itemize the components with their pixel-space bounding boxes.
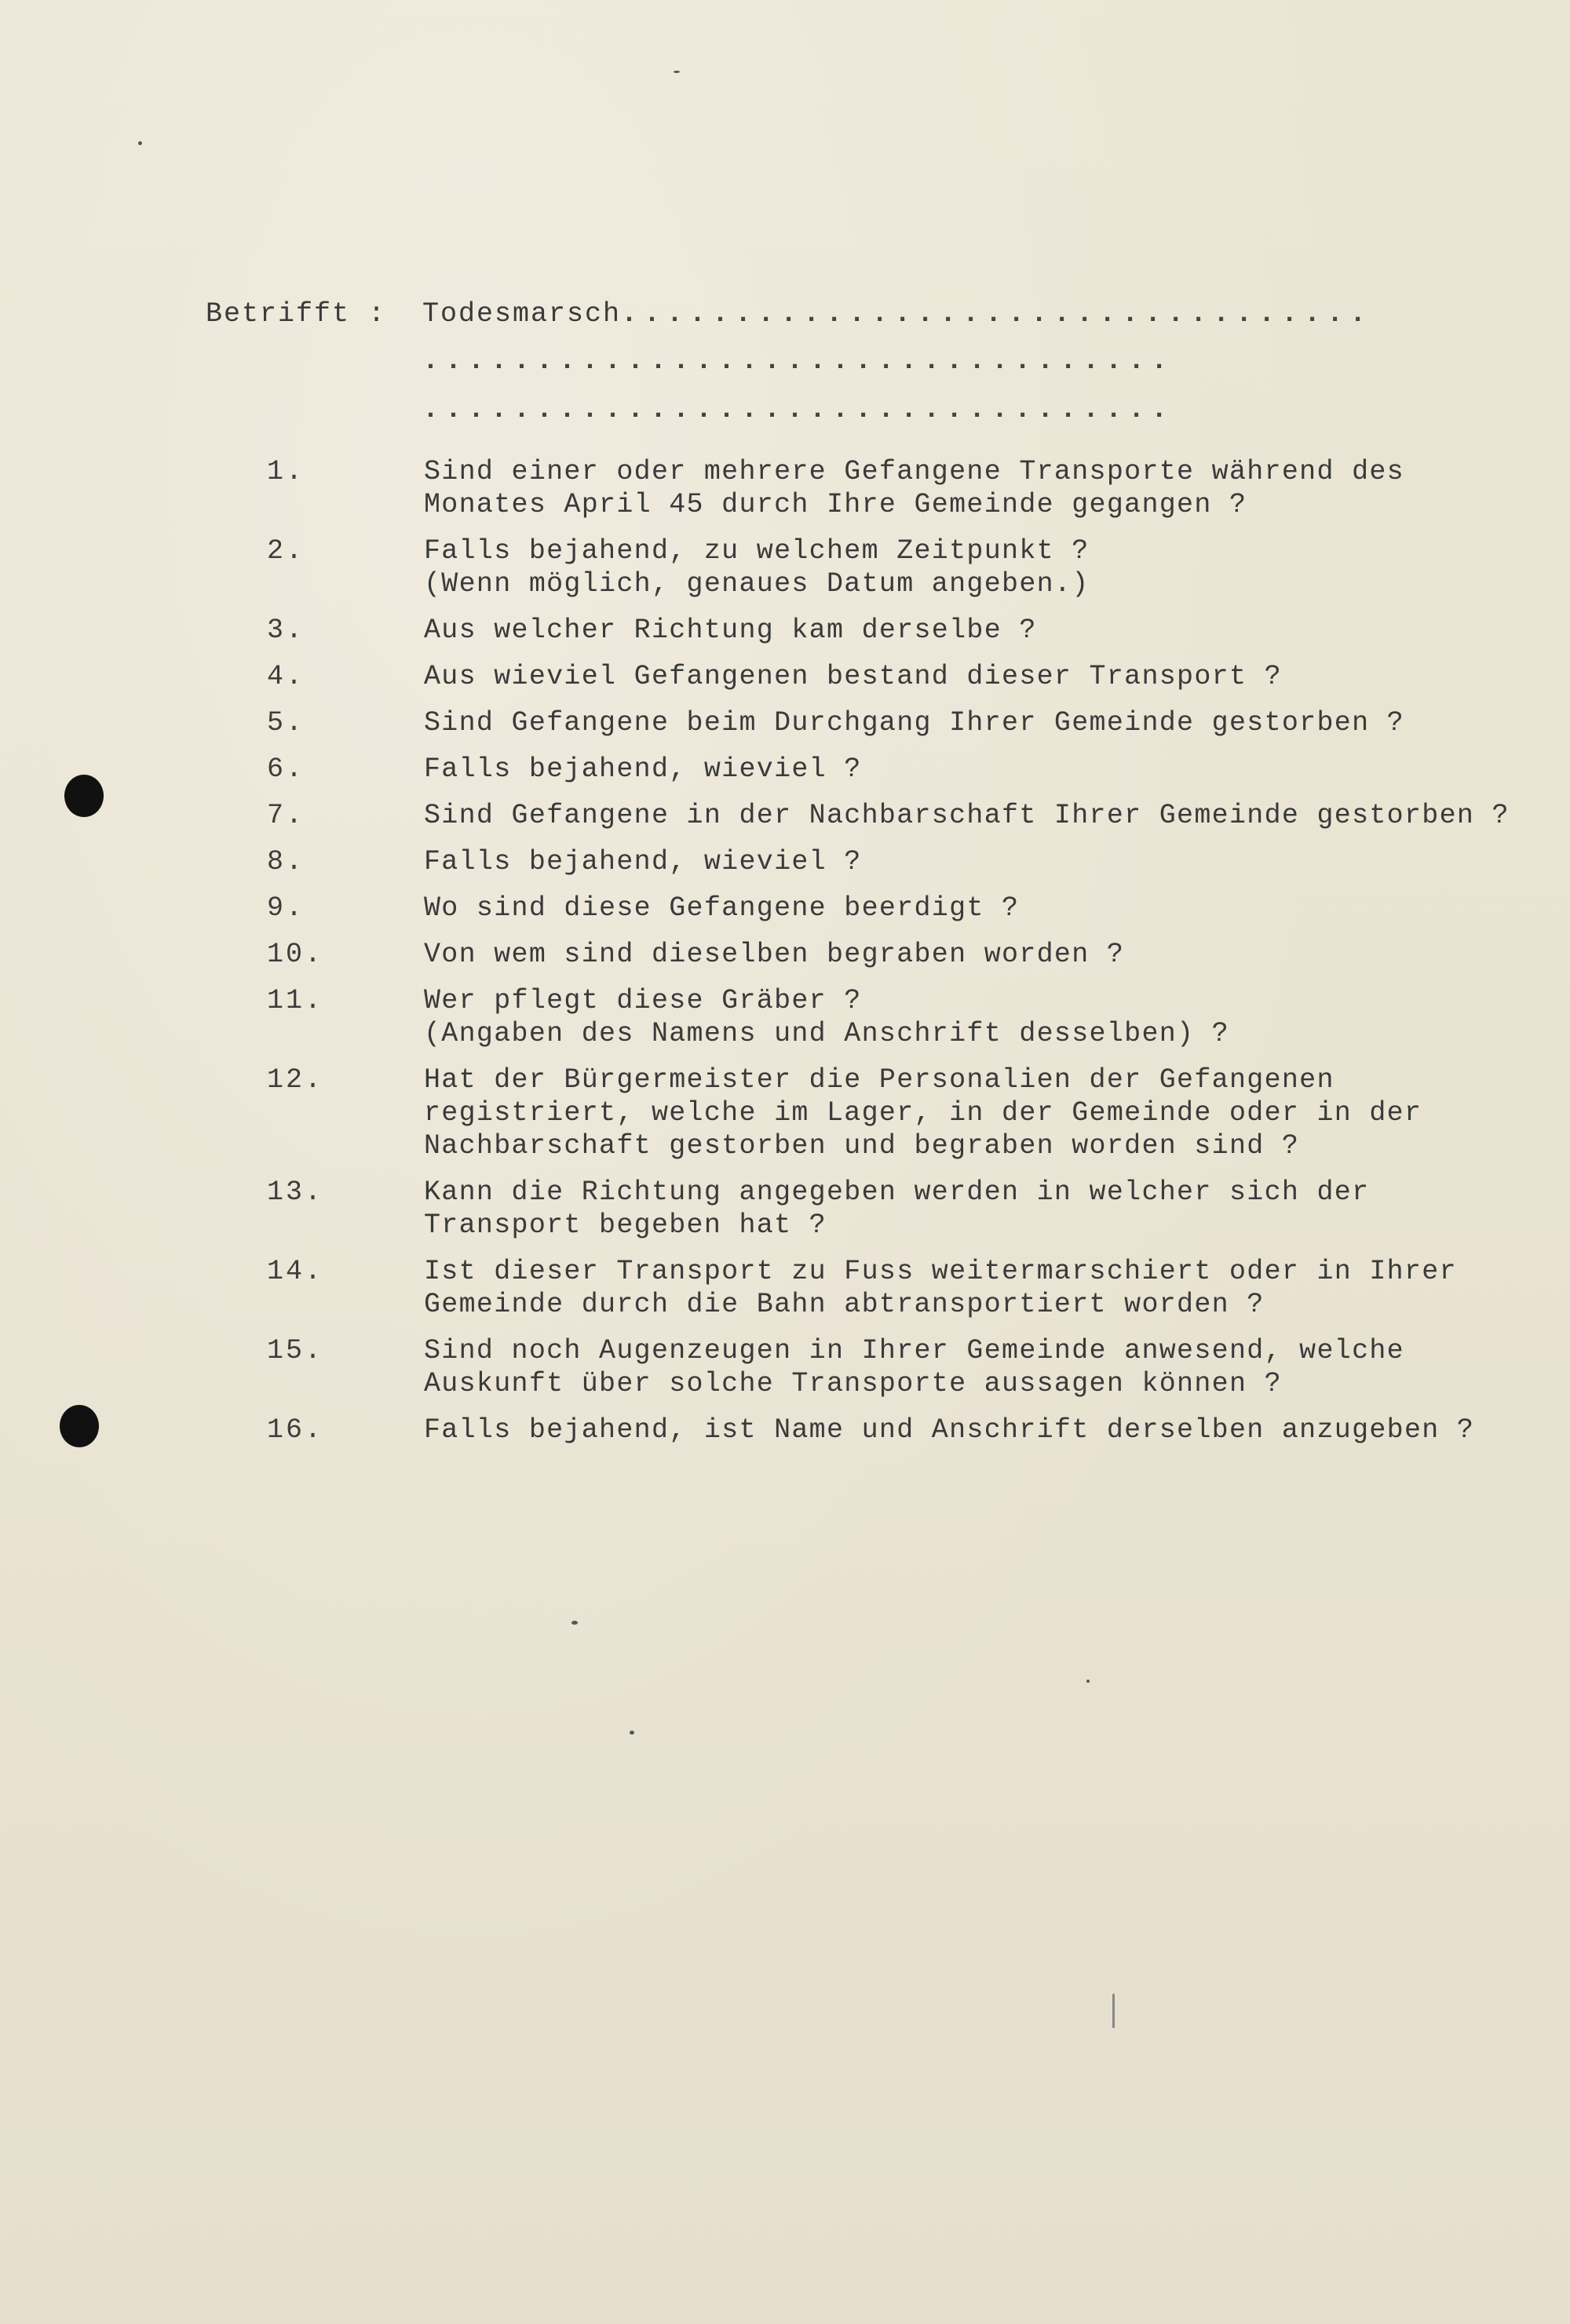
question-number: 12. (267, 1064, 324, 1096)
question-item (267, 938, 1539, 971)
question-item (267, 614, 1539, 647)
question-item (267, 1334, 1539, 1400)
question-item (267, 706, 1539, 739)
paper-speck (674, 71, 680, 73)
question-number: 2. (267, 535, 305, 567)
question-text: Falls bejahend, zu welchem Zeitpunkt ? (Wenn möglich, genaues Datum angeben.) (424, 535, 1090, 600)
punch-hole-top (64, 775, 104, 817)
question-number: 9. (267, 892, 305, 924)
question-list (267, 455, 1539, 1460)
question-item (267, 753, 1539, 786)
subject-value: Todesmarsch (422, 298, 622, 330)
question-item (267, 845, 1539, 878)
question-text: Falls bejahend, ist Name und Anschrift derselben anzugeben ? (424, 1414, 1475, 1446)
question-text: Kann die Richtung angegeben werden in welcher sich der Transport begeben hat ? (424, 1177, 1387, 1241)
paper-speck (571, 1621, 578, 1625)
subject-label: Betrifft : (206, 298, 387, 330)
question-item (267, 1063, 1539, 1162)
question-text: Aus wieviel Gefangenen bestand dieser Transport ? (424, 661, 1282, 692)
question-text: Wer pflegt diese Gräber ? (Angaben des Namens und Anschrift desselben) ? (424, 985, 1229, 1049)
question-number: 15. (267, 1335, 324, 1366)
question-text: Ist dieser Transport zu Fuss weitermarschiert oder in Ihrer Gemeinde durch die Bahn abtransportiert worden ? (424, 1256, 1475, 1320)
subject-line (206, 298, 1462, 345)
question-item (267, 799, 1539, 832)
question-item (267, 660, 1539, 693)
question-number: 4. (267, 661, 305, 692)
dot-leader-line-2: ................................. (422, 345, 1174, 377)
question-text: Sind Gefangene beim Durchgang Ihrer Gemeinde gestorben ? (424, 707, 1404, 739)
question-number: 11. (267, 985, 324, 1016)
question-number: 10. (267, 939, 324, 970)
question-number: 13. (267, 1177, 324, 1208)
question-number: 6. (267, 753, 305, 785)
question-number: 7. (267, 800, 305, 831)
paper-speck (1086, 1680, 1090, 1683)
question-item (267, 534, 1539, 600)
question-number: 3. (267, 615, 305, 646)
question-number: 8. (267, 846, 305, 877)
question-text: Von wem sind dieselben begraben worden ? (424, 939, 1125, 970)
question-text: Hat der Bürgermeister die Personalien der Gefangenen registriert, welche im Lager, in der Gemeinde oder in der Nachbarschaft gestorben und begraben worden sind ? (424, 1064, 1440, 1162)
question-text: Falls bejahend, wieviel ? (424, 753, 862, 785)
punch-hole-bottom (60, 1405, 99, 1447)
subject-block (206, 298, 1462, 443)
question-text: Sind einer oder mehrere Gefangene Transporte während des Monates April 45 durch Ihre Gemeinde gegangen ? (424, 456, 1422, 520)
question-number: 1. (267, 456, 305, 487)
question-item (267, 1176, 1539, 1242)
dot-leader-line-3: ................................. (422, 394, 1174, 425)
paper-speck (138, 141, 142, 145)
question-item (267, 455, 1539, 521)
question-number: 14. (267, 1256, 324, 1287)
question-text: Falls bejahend, wieviel ? (424, 846, 862, 877)
question-item (267, 1414, 1539, 1447)
question-number: 16. (267, 1414, 324, 1446)
question-text: Sind Gefangene in der Nachbarschaft Ihrer Gemeinde gestorben ? (424, 800, 1510, 831)
question-item (267, 892, 1539, 925)
question-text: Sind noch Augenzeugen in Ihrer Gemeinde anwesend, welche Auskunft über solche Transporte aussagen können ? (424, 1335, 1422, 1399)
question-item (267, 984, 1539, 1050)
question-item (267, 1255, 1539, 1321)
question-text: Aus welcher Richtung kam derselbe ? (424, 615, 1037, 646)
paper-speck (630, 1731, 634, 1735)
question-number: 5. (267, 707, 305, 739)
paper-crease (1112, 1994, 1115, 2028)
dot-leader: ................................. (621, 298, 1373, 330)
question-text: Wo sind diese Gefangene beerdigt ? (424, 892, 1020, 924)
